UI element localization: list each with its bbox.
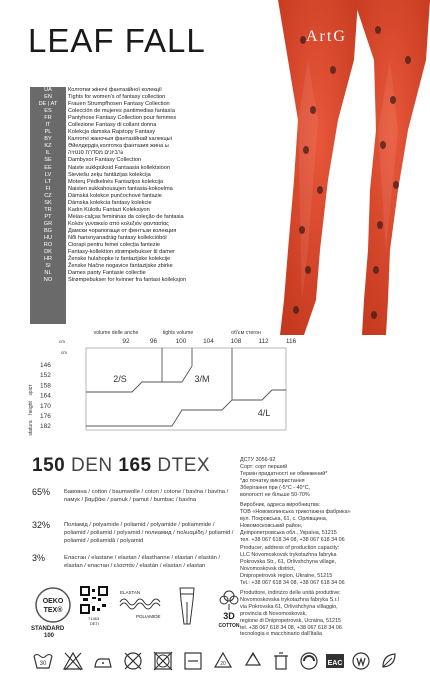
info-line: Дніпропетровська обл., Україна, 51215 (240, 529, 337, 536)
eac-mark-icon (324, 650, 346, 672)
language-description: Tights for women's of fantasy collection (68, 94, 166, 101)
dry-flat-icon (182, 650, 204, 672)
info-line: тел. +38 067 618 34 08, +38 067 618 34 06 (240, 536, 345, 543)
dtex-value: 165 (118, 455, 152, 476)
language-code: HU (43, 234, 53, 241)
language-code: TR (44, 206, 52, 213)
hip-value: 112 (258, 338, 269, 345)
leaf-eco-icon (378, 650, 400, 672)
composition-text: Поліамід / polyamide / poliamid / polyamide / poliammide / poliamid / poliamid / polyamid / полиамид / πολυαμίδη / poliamid / poliamid / poliamidă / polyamid (64, 522, 234, 544)
language-code: NO (43, 277, 53, 284)
composition-text: Еластан / elastane / elastan / élasthanne / elastan / elastán / elastan / еластан / ελαστάν / elastán / elastan / elastan (64, 555, 221, 569)
height-value: 164 (40, 392, 51, 400)
language-description: Kolekcja damska Rajstopy Fantasy (68, 129, 156, 136)
language-description: Dames panty Fantasie collectie (68, 270, 146, 277)
language-code: NL (44, 270, 52, 277)
height-value: 176 (40, 413, 51, 420)
language-code: BG (43, 227, 53, 234)
no-tumble-dry-icon (152, 650, 174, 672)
info-line: regione di Dnipropetrovsk, Ucraina, 51215 (240, 617, 341, 624)
info-line: Pokrovska Str., 61, Orlivshchyna village, (240, 558, 337, 565)
language-description: גרביונים מסדרת פנטזיה (68, 150, 124, 157)
language-code: PT (44, 213, 52, 220)
language-description: Ženske hulahopke iz fantazijske kolekcije (68, 256, 171, 263)
no-bleach-icon (62, 650, 84, 672)
language-description: Dámská kolekce punčochové fantazie (68, 192, 162, 199)
svg-text:30: 30 (39, 661, 47, 667)
den-value: 150 (32, 455, 66, 476)
language-code: SK (44, 199, 52, 206)
trash-bin-icon (270, 650, 292, 672)
language-code: IT (45, 122, 51, 129)
cm-label: cm (61, 350, 67, 355)
language-description: Κολάν γυναικείο από κολεξιόν φαντασίας (68, 220, 169, 227)
info-line: Сорт: сорт перший (240, 463, 288, 470)
den-unit: DEN (70, 455, 113, 476)
info-line: LLC Novomoskovsk trykotazhna fabryka (240, 551, 337, 558)
language-code: KZ (44, 143, 52, 150)
language-code: SE (44, 157, 52, 164)
language-description: Fantasy-kollektion strømpebukser til damer (68, 249, 175, 256)
tights-shape-icon (176, 586, 198, 626)
language-code: BY (44, 136, 52, 143)
height-value: 146 (40, 362, 51, 369)
height-value: 152 (40, 372, 51, 380)
language-code: ES (44, 108, 52, 115)
language-description: Колготки жіночі фантазійної колекції (68, 87, 162, 93)
info-line: provincia di Novomoskovsk, (240, 610, 307, 617)
language-description: Naiste sukkpüksid Fantaasia kollektsioon (68, 164, 170, 171)
language-code: GR (43, 220, 53, 227)
language-code: CZ (44, 192, 52, 199)
language-codes-column (30, 87, 66, 324)
size-label: 2/S (113, 374, 127, 384)
oeko-tex-badge (34, 586, 72, 624)
recycle-icon (242, 650, 264, 672)
standard-label: STANDARD (31, 626, 65, 632)
qr-code (80, 586, 108, 614)
hip-value: 116 (285, 338, 297, 345)
info-line: Dnipropetrovsk region, Ukraine, 51215 (240, 572, 333, 579)
qr-code-number: 71463 (88, 616, 100, 621)
composition-pct: 65% (32, 487, 51, 497)
info-line: tecnologia e macchinario dall'Italia (240, 631, 322, 638)
size-grid-frame (86, 348, 286, 430)
info-line: Produttore, indirizzo delle unità produttive: (240, 590, 341, 596)
oeko-bottom-text: TEX® (43, 607, 63, 614)
pap-recycle-icon (212, 650, 234, 672)
info-line: Зберігання при (-5°C - 40°C, (240, 484, 311, 491)
info-line: вологості не більше 50-70% (240, 491, 310, 498)
elastan-label: ELASTAN (120, 590, 141, 595)
poliamide-label: POLIAMIDE (136, 614, 161, 619)
hip-value: 96 (149, 338, 158, 345)
info-line: Producer, address of production capacity: (240, 545, 340, 551)
language-code: DE | AT (38, 101, 58, 108)
language-description: Әйелдердің колготка фантазия жина ы (68, 143, 169, 150)
size-label: 4/L (257, 408, 271, 418)
language-code: EE (44, 164, 52, 171)
svg-text:EAC: EAC (327, 660, 343, 667)
size-chart-svg (28, 330, 412, 440)
language-description: Калготкі жаночыя фантазійнай калекцыі (68, 136, 172, 143)
language-description: Moterų Pėdkelnės Fantazijos kolekcija (68, 178, 164, 185)
info-line: via Pokrovska 61, Orlivshchyna villaggio, (240, 603, 338, 610)
standard-number: 100 (44, 633, 55, 639)
language-description: Naisten sukkahousujen fantasia-kokoelma (68, 185, 173, 192)
language-description: Dámska kolekcia fantasy kolekcie (68, 199, 152, 206)
height-word: зріст (28, 384, 34, 396)
height-word: height (28, 401, 34, 415)
iron-low-icon (92, 650, 114, 672)
density-line (32, 455, 210, 477)
language-code: IL (45, 150, 51, 157)
info-line: Novomoskovsk district, (240, 565, 296, 572)
height-value: 182 (40, 423, 51, 431)
language-code: FR (44, 115, 52, 122)
height-value: 158 (40, 382, 51, 390)
language-description: Colección de mujeres pantimedias fantasía (68, 108, 175, 115)
language-description: Női harisnyanadrág fantasy kollekcióból (68, 234, 167, 241)
info-line: вул. Покровська, 61, с. Орлівщина, (240, 515, 328, 522)
language-code: SI (45, 263, 51, 270)
height-word: statura (28, 420, 34, 436)
tights-label: tights volume (162, 330, 194, 336)
size-chart (28, 330, 412, 440)
composition-pct: 32% (32, 520, 51, 530)
language-description: Collezione Fantasy di collant donna (68, 122, 157, 129)
info-line: tel. +38 067 618 34 08, +38 067 618 34 06 (240, 624, 342, 631)
language-code: EN (44, 94, 52, 101)
info-line: Tel.: +38 067 618 34 08, +38 067 618 34 06 (240, 579, 345, 586)
three-d-label: 3D (223, 611, 235, 621)
product-photo (258, 0, 430, 335)
language-description: Strømpebukser for kvinner fra fantasi kolleksjon (68, 277, 187, 284)
green-dot-icon (298, 650, 320, 672)
ua-conformity-icon (350, 650, 372, 672)
dtex-unit: DTEX (157, 455, 211, 476)
info-line: *до початку використання (240, 477, 305, 484)
manufacturer-ua-block (240, 502, 420, 543)
product-title: LEAF FALL (28, 22, 206, 59)
language-description: Dambyxor Fantasy Collection (68, 157, 142, 164)
hips-label: volume delle anche (93, 330, 139, 336)
qr-code-sub: DETI (90, 621, 100, 626)
manufacturer-it-block (240, 590, 420, 638)
height-value: 170 (40, 402, 51, 410)
info-line: ТОВ «Нововолинська трикотажна фабрика» (240, 508, 351, 515)
size-zone-lines (86, 348, 286, 426)
language-description: Ciorapi pentru femei colecția fantezie (68, 242, 161, 249)
language-description: Frauen Strumpfhosen Fantasy Collection (68, 101, 170, 108)
cotton-3d-badge (214, 586, 244, 630)
hip-value: 104 (203, 338, 214, 345)
info-line: Термін придатності не обмежений* (240, 470, 328, 477)
hip-value: 108 (230, 338, 242, 345)
manufacturer-en-block (240, 545, 420, 586)
info-line: Novomoskovska trykotazhna fabryka S.r.l (240, 596, 339, 603)
language-code: PL (44, 129, 52, 136)
language-description: Kadın Külotlu Fantazi Koleksiyon (68, 206, 150, 213)
no-dryclean-icon (122, 650, 144, 672)
standards-block (240, 457, 420, 498)
info-line: Новомосковський район, (240, 522, 303, 529)
language-description: Sieviešu zeķu fantāzijas kolekcija (68, 171, 151, 178)
fabric-elastane-diagram (116, 588, 168, 624)
language-description: Ženske hlačne nogavice fantazijske zbirke (68, 263, 173, 270)
language-code: LV (44, 171, 52, 178)
size-label: 3/M (194, 374, 210, 384)
svg-text:20: 20 (220, 661, 226, 667)
language-code: HR (43, 256, 53, 263)
language-code: LT (44, 178, 52, 185)
language-description: Pantyhose Fantasy Collection pour femmes (68, 115, 177, 122)
oeko-top-text: OEKO (42, 598, 64, 605)
brand-logo: ArtG (306, 28, 347, 45)
hip-value: 92 (122, 338, 130, 345)
composition-text: Бавовна / cotton / baumwolle / coton / cotone / bavlna / bavlna / памук / βαμβάκι / pamuk / pamut / bumbac / bavlna (64, 489, 229, 503)
composition-pct: 3% (32, 553, 46, 563)
language-description: Meias-calças femininas da coleção de fantasia (68, 213, 184, 220)
info-line: ДСТУ 3056-92 (240, 457, 276, 463)
info-line: Виробник, адреса виробництва: (240, 502, 321, 508)
hip-value: 100 (175, 338, 187, 345)
language-code: FI (45, 185, 51, 192)
language-code: RO (43, 242, 53, 249)
cm-label: cm (59, 339, 65, 344)
language-code: DK (44, 249, 52, 256)
ob-label: об'єм стегон (231, 330, 261, 336)
language-description: Дамски чорапогащи от фентъзи колекция (68, 227, 177, 234)
wash-30-icon (32, 650, 54, 672)
language-code: UA (44, 87, 52, 93)
descriptions-column (68, 87, 268, 284)
cotton-label: COTTON (218, 623, 240, 629)
legs-illustration (258, 0, 430, 335)
